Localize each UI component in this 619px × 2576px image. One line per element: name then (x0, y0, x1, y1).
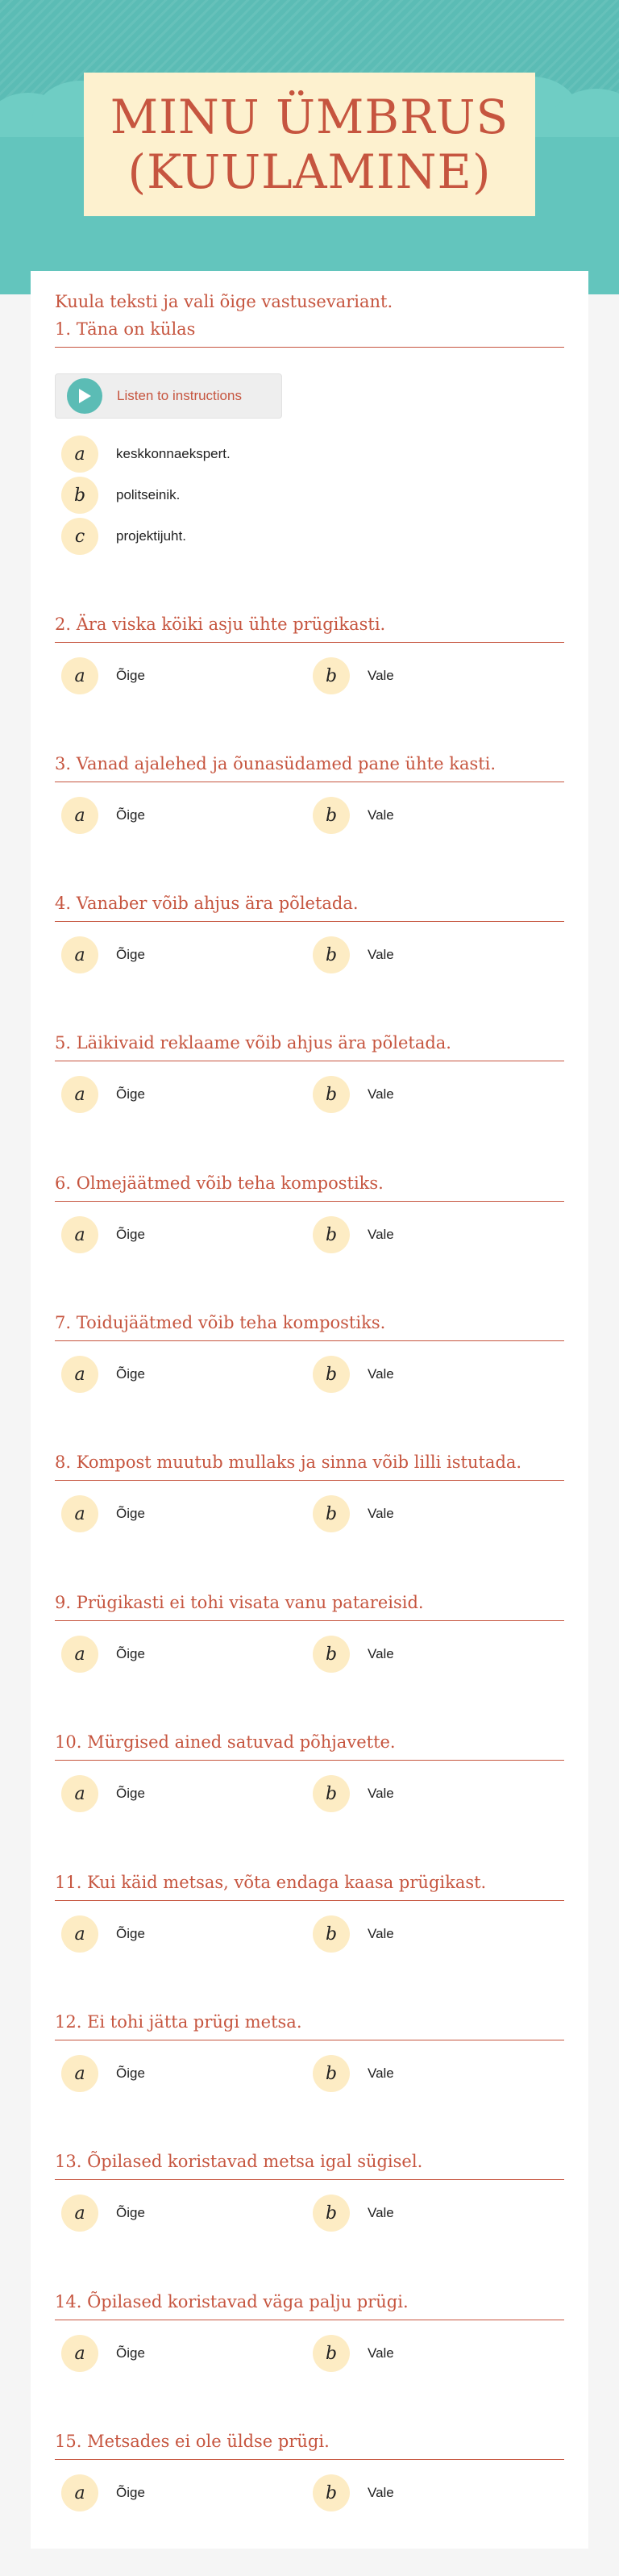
option-label: Vale (368, 1227, 394, 1242)
question-6-option-a[interactable] (61, 1215, 271, 1254)
title-box (84, 73, 535, 216)
question-12-text: 12. Ei tohi jätta prügi metsa. (55, 2012, 564, 2040)
question-3-option-a[interactable] (61, 796, 271, 835)
option-label: Vale (368, 2485, 394, 2500)
question-10-option-a[interactable] (61, 1774, 271, 1813)
option-letter-badge: b (313, 2055, 350, 2092)
question-14-text: 14. Õpilased koristavad väga palju prügi. (55, 2292, 564, 2320)
option-label: Vale (368, 1786, 394, 1801)
option-letter-badge: b (313, 1495, 350, 1532)
question-9-text: 9. Prügikasti ei tohi visata vanu patareisid. (55, 1593, 564, 1621)
option-label: politseinik. (116, 487, 181, 502)
question-9-option-b[interactable] (313, 1635, 522, 1674)
question-12-option-a[interactable] (61, 2054, 271, 2093)
option-label: Õige (116, 668, 145, 683)
question-11-option-a[interactable] (61, 1915, 271, 1953)
option-letter-badge: a (61, 2335, 98, 2372)
question-1-option-b[interactable] (61, 476, 271, 515)
option-label: Õige (116, 1646, 145, 1661)
question-2-text: 2. Ära viska köiki asju ühte prügikasti. (55, 615, 564, 643)
option-label: Õige (116, 2205, 145, 2220)
question-9-option-a[interactable] (61, 1635, 271, 1674)
option-letter-badge: a (61, 1636, 98, 1673)
option-label: Õige (116, 2485, 145, 2500)
question-14-option-b[interactable] (313, 2334, 522, 2373)
listen-label: Listen to instructions (117, 388, 242, 403)
option-letter-badge: a (61, 1216, 98, 1253)
question-12-option-b[interactable] (313, 2054, 522, 2093)
option-label: Vale (368, 947, 394, 962)
option-label: Õige (116, 1506, 145, 1521)
option-letter-badge: a (61, 797, 98, 834)
question-5-text: 5. Läikivaid reklaame võib ahjus ära põletada. (55, 1033, 564, 1061)
option-letter-badge: b (61, 477, 98, 514)
question-1-option-a[interactable] (61, 435, 271, 473)
question-7-option-b[interactable] (313, 1355, 522, 1394)
option-label: Õige (116, 1086, 145, 1102)
option-label: Õige (116, 1366, 145, 1382)
option-letter-badge: b (313, 2474, 350, 2511)
option-letter-badge: a (61, 1915, 98, 1953)
header-banner (0, 0, 619, 294)
question-2-option-a[interactable] (61, 657, 271, 695)
question-6-text: 6. Olmejäätmed võib teha kompostiks. (55, 1173, 564, 1202)
option-letter-badge: b (313, 1915, 350, 1953)
option-letter-badge: b (313, 2195, 350, 2232)
instructions-text: Kuula teksti ja vali õige vastusevariant. (55, 292, 393, 311)
option-letter-badge: a (61, 2474, 98, 2511)
option-letter-badge: a (61, 436, 98, 473)
option-label: Õige (116, 1926, 145, 1941)
option-label: keskkonnaekspert. (116, 446, 231, 461)
option-letter-badge: b (313, 1216, 350, 1253)
question-13-text: 13. Õpilased koristavad metsa igal sügisel. (55, 2152, 564, 2180)
option-label: Õige (116, 947, 145, 962)
option-label: Vale (368, 668, 394, 683)
question-5-option-b[interactable] (313, 1075, 522, 1114)
question-4-text: 4. Vanaber võib ahjus ära põletada. (55, 894, 564, 922)
play-icon (67, 378, 102, 414)
option-label: Õige (116, 2345, 145, 2361)
option-label: Vale (368, 2345, 394, 2361)
question-1-text: 1. Täna on külas (55, 319, 564, 348)
question-6-option-b[interactable] (313, 1215, 522, 1254)
option-label: Õige (116, 807, 145, 823)
question-15-option-a[interactable] (61, 2474, 271, 2512)
option-letter-badge: a (61, 1076, 98, 1113)
option-label: Vale (368, 2065, 394, 2081)
option-label: projektijuht. (116, 528, 186, 544)
option-letter-badge: a (61, 1495, 98, 1532)
question-8-text: 8. Kompost muutub mullaks ja sinna võib lilli istutada. (55, 1453, 564, 1481)
question-11-text: 11. Kui käid metsas, võta endaga kaasa prügikast. (55, 1873, 564, 1901)
option-letter-badge: b (313, 1076, 350, 1113)
option-letter-badge: b (313, 1636, 350, 1673)
option-letter-badge: b (313, 936, 350, 973)
question-15-text: 15. Metsades ei ole üldse prügi. (55, 2432, 564, 2460)
option-letter-badge: a (61, 936, 98, 973)
option-letter-badge: b (313, 1775, 350, 1812)
question-10-option-b[interactable] (313, 1774, 522, 1813)
option-label: Vale (368, 1646, 394, 1661)
option-label: Vale (368, 1366, 394, 1382)
option-letter-badge: c (61, 518, 98, 555)
option-letter-badge: b (313, 1356, 350, 1393)
option-letter-badge: a (61, 2055, 98, 2092)
question-14-option-a[interactable] (61, 2334, 271, 2373)
question-13-option-b[interactable] (313, 2194, 522, 2232)
option-label: Vale (368, 1086, 394, 1102)
question-4-option-a[interactable] (61, 936, 271, 974)
option-label: Õige (116, 2065, 145, 2081)
option-letter-badge: a (61, 657, 98, 694)
question-8-option-a[interactable] (61, 1494, 271, 1533)
option-letter-badge: b (313, 797, 350, 834)
option-letter-badge: a (61, 2195, 98, 2232)
question-7-text: 7. Toidujäätmed võib teha kompostiks. (55, 1313, 564, 1341)
question-11-option-b[interactable] (313, 1915, 522, 1953)
question-15-option-b[interactable] (313, 2474, 522, 2512)
question-13-option-a[interactable] (61, 2194, 271, 2232)
option-label: Õige (116, 1227, 145, 1242)
option-letter-badge: b (313, 657, 350, 694)
option-letter-badge: a (61, 1775, 98, 1812)
question-4-option-b[interactable] (313, 936, 522, 974)
question-2-option-b[interactable] (313, 657, 522, 695)
option-label: Vale (368, 2205, 394, 2220)
option-letter-badge: a (61, 1356, 98, 1393)
question-7-option-a[interactable] (61, 1355, 271, 1394)
option-letter-badge: b (313, 2335, 350, 2372)
option-label: Vale (368, 807, 394, 823)
question-10-text: 10. Mürgised ained satuvad põhjavette. (55, 1732, 564, 1761)
question-1-option-c[interactable] (61, 517, 271, 556)
question-8-option-b[interactable] (313, 1494, 522, 1533)
listen-instructions-button[interactable] (55, 373, 282, 419)
page-title: MINU ÜMBRUS (KUULAMINE) (110, 90, 509, 199)
question-3-text: 3. Vanad ajalehed ja õunasüdamed pane ühte kasti. (55, 754, 564, 782)
question-3-option-b[interactable] (313, 796, 522, 835)
option-label: Vale (368, 1926, 394, 1941)
option-label: Vale (368, 1506, 394, 1521)
question-5-option-a[interactable] (61, 1075, 271, 1114)
option-label: Õige (116, 1786, 145, 1801)
